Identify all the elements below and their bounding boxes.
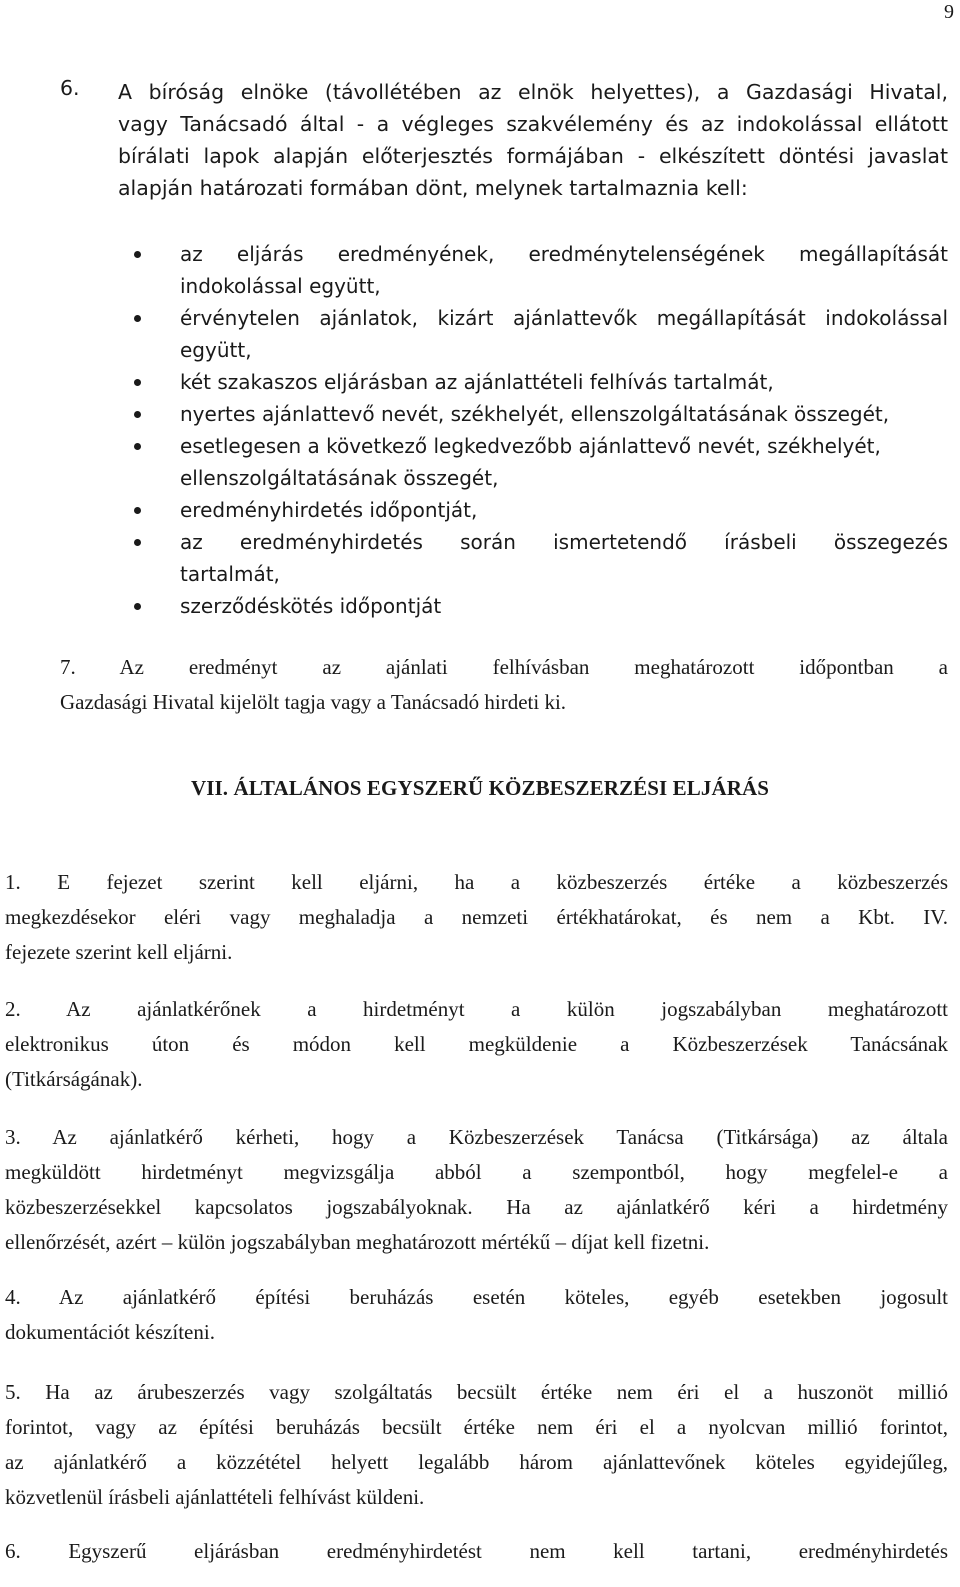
- section-paragraph-5: [5, 1375, 948, 1515]
- list-item-line: ellenszolgáltatásának összegét,: [180, 466, 499, 490]
- paragraph-line: megkezdésekor eléri vagy meghaladja a nemzeti értékhatárokat, és nem a Kbt. IV.: [5, 905, 948, 929]
- list-item-line: indokolással együtt,: [180, 274, 381, 298]
- list-item-line: eredményhirdetés időpontját,: [180, 498, 478, 522]
- section-heading: VII. ÁLTALÁNOS EGYSZERŰ KÖZBESZERZÉSI ELJÁRÁS: [190, 776, 770, 800]
- list-item-line: az eredményhirdetés során ismertetendő írásbeli összegezés: [180, 530, 948, 554]
- list-item: [138, 494, 948, 526]
- bullet-icon: [134, 315, 141, 322]
- bullet-list: [138, 238, 948, 622]
- paragraph-line: 3. Az ajánlatkérő kérheti, hogy a Közbeszerzések Tanácsa (Titkársága) az általa: [5, 1125, 948, 1149]
- list-item: [138, 398, 948, 430]
- bullet-icon: [134, 539, 141, 546]
- bullet-icon: [134, 379, 141, 386]
- list-item: [138, 302, 948, 366]
- list-item: [138, 526, 948, 590]
- list-item-line: nyertes ajánlattevő nevét, székhelyét, ellenszolgáltatásának összegét,: [180, 402, 890, 426]
- paragraph-line: 2. Az ajánlatkérőnek a hirdetményt a külön jogszabályban meghatározott: [5, 997, 948, 1021]
- paragraph-line: Gazdasági Hivatal kijelölt tagja vagy a Tanácsadó hirdeti ki.: [60, 690, 567, 714]
- list-item: [138, 430, 948, 494]
- section-paragraph-2: [5, 992, 948, 1097]
- bullet-icon: [134, 411, 141, 418]
- section-paragraph-1: [5, 865, 948, 970]
- paragraph-line: 6. Egyszerű eljárásban eredményhirdetést nem kell tartani, eredményhirdetés: [5, 1539, 948, 1563]
- paragraph-line: bírálati lapok alapján előterjesztés formájában - elkészített döntési javaslat: [118, 144, 948, 168]
- section-paragraph-4: [5, 1280, 948, 1350]
- paragraph-line: (Titkárságának).: [5, 1067, 143, 1091]
- paragraph-line: megküldött hirdetményt megvizsgálja abból a szempontból, hogy megfelel-e a: [5, 1160, 948, 1184]
- list-item-line: az eljárás eredményének, eredménytelenségének megállapítását: [180, 242, 948, 266]
- item-number: 6.: [60, 76, 80, 100]
- paragraph-line: forintot, vagy az építési beruházás becsült értéke nem éri el a nyolcvan millió forintot,: [5, 1415, 948, 1439]
- section-paragraph-6: [5, 1534, 948, 1569]
- paragraph-line: 5. Ha az árubeszerzés vagy szolgáltatás becsült értéke nem éri el a huszonöt millió: [5, 1380, 948, 1404]
- list-item: [138, 366, 948, 398]
- bullet-icon: [134, 251, 141, 258]
- paragraph-line: vagy Tanácsadó által - a végleges szakvélemény és az indokolással ellátott: [118, 112, 948, 136]
- list-item-line: szerződéskötés időpontját: [180, 594, 442, 618]
- list-item: [138, 590, 948, 622]
- paragraph-line: 4. Az ajánlatkérő építési beruházás esetén köteles, egyéb esetekben jogosult: [5, 1285, 948, 1309]
- page-number: 9: [944, 1, 954, 23]
- paragraph-line: fejezete szerint kell eljárni.: [5, 940, 233, 964]
- item-7-paragraph: [60, 650, 948, 720]
- list-item-line: együtt,: [180, 338, 252, 362]
- paragraph-line: 1. E fejezet szerint kell eljárni, ha a közbeszerzés értéke a közbeszerzés: [5, 870, 948, 894]
- list-item-line: tartalmát,: [180, 562, 280, 586]
- bullet-icon: [134, 443, 141, 450]
- paragraph-line: közvetlenül írásbeli ajánlattételi felhívást küldeni.: [5, 1485, 425, 1509]
- list-item-line: érvénytelen ajánlatok, kizárt ajánlattevők megállapítását indokolással: [180, 306, 948, 330]
- paragraph-line: ellenőrzését, azért – külön jogszabályban meghatározott mértékű – díjat kell fizetni.: [5, 1230, 710, 1254]
- section-paragraph-3: [5, 1120, 948, 1260]
- bullet-icon: [134, 507, 141, 514]
- list-item-line: esetlegesen a következő legkedvezőbb ajánlattevő nevét, székhelyét,: [180, 434, 881, 458]
- list-item-line: két szakaszos eljárásban az ajánlattételi felhívás tartalmát,: [180, 370, 774, 394]
- list-item: [138, 238, 948, 302]
- paragraph-line: dokumentációt készíteni.: [5, 1320, 215, 1344]
- paragraph-line: elektronikus úton és módon kell megküldenie a Közbeszerzések Tanácsának: [5, 1032, 948, 1056]
- paragraph-line: alapján határozati formában dönt, melynek tartalmaznia kell:: [118, 176, 748, 200]
- paragraph-line: 7. Az eredményt az ajánlati felhívásban meghatározott időpontban a: [60, 655, 948, 679]
- bullet-icon: [134, 603, 141, 610]
- paragraph-line: A bíróság elnöke (távollétében az elnök helyettes), a Gazdasági Hivatal,: [118, 80, 948, 104]
- paragraph-line: az ajánlatkérő a közzététel helyett legalább három ajánlattevőnek köteles egyidejűleg,: [5, 1450, 948, 1474]
- paragraph-line: közbeszerzésekkel kapcsolatos jogszabályoknak. Ha az ajánlatkérő kéri a hirdetmény: [5, 1195, 948, 1219]
